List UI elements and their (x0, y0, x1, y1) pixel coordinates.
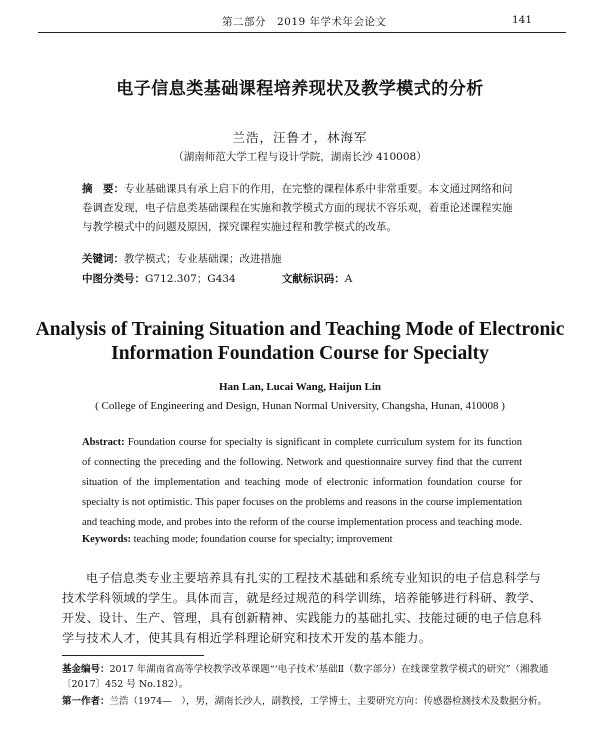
clc-value: G712.307；G434 (145, 273, 236, 285)
keywords-en-text: teaching mode; foundation course for specialty; improvement (131, 534, 393, 545)
doc-code-label: 文献标识码： (281, 273, 345, 285)
abstract-en-label: Abstract: (82, 437, 125, 448)
affiliation-en: ( College of Engineering and Design, Hunan Normal University, Changsha, Hunan, 410008 ) (95, 400, 505, 412)
page-number: 141 (511, 14, 532, 26)
first-author-label: 第一作者： (62, 696, 110, 707)
fund-label: 基金编号： (62, 664, 110, 675)
abstract-en-text: Foundation course for specialty is significant in complete curriculum system for its function of connecting the preceding and the following. Network and questionnaire survey find that the current situation of the implementation and teaching mode of electronic information foundation course for specialty is not optimistic. This paper focuses on the problems and reasons in the course implementation and teaching mode, and probes into the reform of the course implementation process and teaching mode. (82, 437, 522, 528)
abstract-cn-text: 专业基础课具有承上启下的作用，在完整的课程体系中非常重要。本文通过网络和问卷调查发现，电子信息类基础课程在实施和教学模式方面的现状不容乐观，着重论述课程实施与教学模式中的问题及原因，探究课程实施过程和教学模式的改革。 (82, 183, 513, 233)
abstract-en (82, 433, 522, 533)
footnote-fund (62, 662, 552, 692)
footnote-author (62, 694, 552, 709)
abstract-cn-label: 摘 要： (82, 183, 124, 195)
header-rule (38, 32, 566, 33)
footnote-rule (62, 655, 204, 656)
authors-en: Han Lan, Lucai Wang, Haijun Lin (218, 381, 382, 393)
classification-line (82, 271, 542, 286)
authors-cn: 兰浩，汪鲁才，林海军 (232, 130, 368, 145)
affiliation-cn: （湖南师范大学工程与设计学院，湖南长沙 410008） (173, 151, 427, 163)
clc-label: 中图分类号： (82, 273, 145, 285)
paper-title-en: Analysis of Training Situation and Teaching Mode of Electronic Information Foundation Course for Specialty (35, 319, 565, 364)
keywords-en (82, 534, 522, 545)
doc-code-value: A (344, 273, 353, 285)
keywords-cn (82, 251, 542, 266)
abstract-cn (82, 180, 522, 237)
fund-text: 2017 年湖南省高等学校教学改革课题“‘电子技术’基础Ⅱ（数字部分）在线课堂教学模式的研究”（湘教通〔2017〕452 号 No.182）。 (62, 664, 549, 690)
running-title: 第二部分 2019 年学术年会论文 (222, 16, 387, 28)
running-header (0, 14, 600, 34)
keywords-cn-text: 教学模式；专业基础课；改进措施 (124, 253, 282, 265)
keywords-en-label: Keywords: (82, 534, 131, 545)
first-author-text: 兰浩（1974— ），男，湖南长沙人，副教授，工学博士，主要研究方向：传感器检测技术及数据分析。 (109, 696, 547, 707)
keywords-cn-label: 关键词： (82, 253, 124, 265)
body-paragraph: 电子信息类专业主要培养具有扎实的工程技术基础和系统专业知识的电子信息科学与技术学科领域的学生。具体而言，就是经过规范的科学训练，培养能够进行科研、教学、开发、设计、生产、管理，具有创新精神、实践能力的基础扎实、技能过硬的电子信息科学与技术人才，使其具有相近学科理论研究和技术开发的基本能力。 (62, 571, 542, 645)
paper-title-cn: 电子信息类基础课程培养现状及教学模式的分析 (116, 79, 484, 99)
